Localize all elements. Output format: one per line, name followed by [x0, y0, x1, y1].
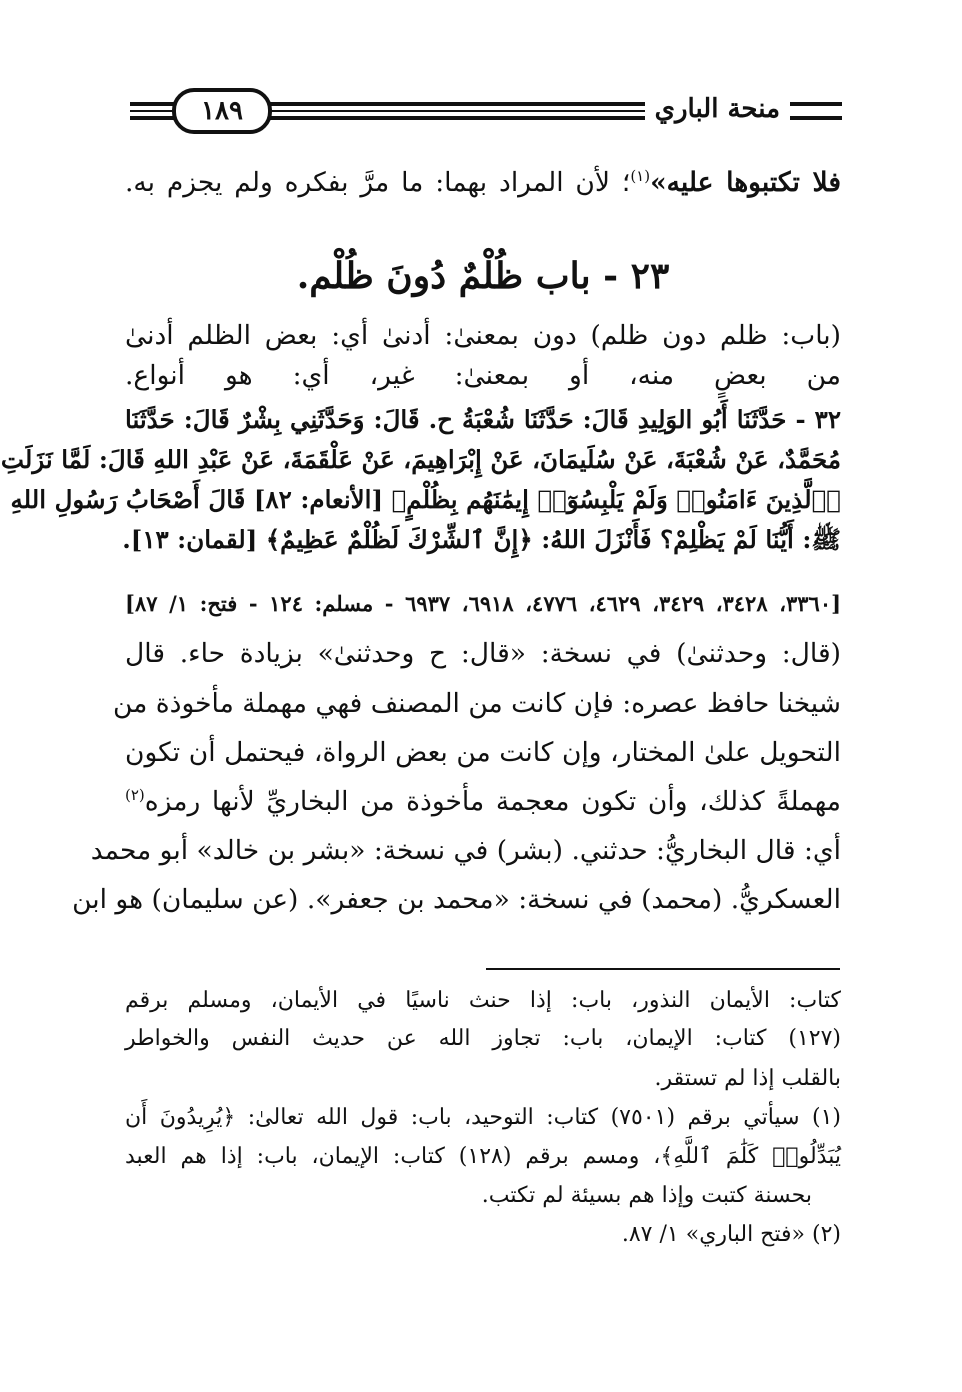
footnote-2: (٢) «فتح الباري» ١/ ٨٧.: [621, 1222, 841, 1247]
footnote-cont-line2: (١٢٧) كتاب: الإيمان، باب: تجاوز الله عن حديث النفس والخواطر: [125, 1026, 841, 1051]
para1-line1: (باب: ظلم دون ظلم) دون بمعنىٰ: أدنىٰ أي: بعض الظلم أدنىٰ: [125, 320, 841, 351]
body-line-1-rest: ؛ لأن المراد بهما: ما مرَّ بفكره ولم يجزم به.: [125, 167, 631, 198]
footnote-1-line2: يُبَدِّلُوا۟ كَلَٰمَ ٱللَّهِ﴾، ومسم برقم (١٢٨) كتاب: الإيمان، باب: إذا هم العبد: [125, 1144, 841, 1169]
para1-line2: من بعضٍ منه، أو بمعنىٰ: غير، أي: هو أنواع.: [125, 360, 841, 391]
header-rule-right-lower: [782, 116, 842, 120]
chapter-heading: ٢٣ - باب ظُلْمٌ دُونَ ظُلْم.: [296, 255, 670, 297]
hadith-cross-references: [٣٣٦٠، ٣٤٢٨، ٣٤٢٩، ٤٦٢٩، ٤٧٧٦، ٦٩١٨، ٦٩٣٧ - مسلم: ١٢٤ - فتح: ١/ ٨٧]: [125, 591, 842, 616]
running-title: منحة الباري: [645, 92, 790, 126]
para2-line6: العسكريُّ. (محمد) في نسخة: «محمد بن جعفر». (عن سليمان) هو ابن: [72, 884, 841, 915]
para2-line4: [125, 782, 841, 822]
para2-line3: التحويل علىٰ المختار، وإن كانت من بعض الرواة، فيحتمل أن تكون: [125, 737, 841, 768]
para2-line2: شيخنا حافظ عصره: فإن كانت من المصنف فهي مهملة مأخوذة من: [112, 688, 841, 719]
para2-line5: أي: قال البخاريُّ: حدثني. (بشر) في نسخة: «بشر بن خالد» أبو محمد: [90, 835, 841, 866]
hadith-line4: ﷺ: أَيُّنَا لَمْ يَظْلِمْ؟ فَأَنْزَلَ اللهُ: ﴿إِنَّ ٱلشِّرْكَ لَظُلْمٌ عَظِيمٌ﴾ [لقمان: ١٣].: [122, 525, 841, 554]
footnote-1-line1: (١) سيأتي برقم (٧٥٠١) كتاب: التوحيد، باب: قول الله تعالىٰ: ﴿يُرِيدُونَ أَن: [125, 1105, 841, 1130]
page-header: [130, 88, 842, 130]
hadith-line3: ﴿ٱلَّذِينَ ءَامَنُوا۟ وَلَمْ يَلْبِسُوٓا۟ إِيمَٰنَهُم بِظُلْمٍ﴾ [الأنعام: ٨٢] قَالَ أَصْحَابُ رَسُولِ اللهِ: [10, 485, 841, 514]
footnote-cont-line3: بالقلب إذا لم تستقر.: [654, 1066, 841, 1091]
hadith-line1: ٣٢ - حَدَّثَنَا أَبُو الوَلِيدِ قَالَ: حَدَّثَنَا شُعْبَةُ ح. قَالَ: وَحَدَّثَنِي بِشْرٌ قَالَ: حَدَّثَنَا: [125, 405, 841, 434]
body-line-1: [125, 163, 841, 203]
footnote-ref-1: (١): [630, 167, 651, 186]
hadith-line2: مُحَمَّدٌ، عَنْ شُعْبَةَ، عَنْ سُلَيمَانَ، عَنْ إِبْرَاهِيمَ، عَنْ عَلْقَمَةَ، عَنْ عَبْدِ اللهِ قَالَ: لَمَّا نَزَلَتِ: [0, 445, 841, 474]
footnote-separator: [486, 968, 840, 970]
footnote-ref-2: (٢): [125, 786, 145, 805]
page-number: ١٨٩: [172, 88, 272, 134]
quote-end: فلا تكتبوها عليه»: [650, 167, 842, 198]
para2-line4-text: مهملةً كذلك، وأن تكون معجمة مأخوذة من البخاريِّ لأنها رمزه: [144, 786, 841, 817]
header-rule-right: [782, 102, 842, 106]
footnote-cont-line1: كتاب: الأيمان النذور، باب: إذا حنث ناسيًا في الأيمان، ومسلم برقم: [125, 988, 841, 1013]
footnote-1-line3: بحسنة كتبت وإذا هم بسيئة لم تكتب.: [481, 1183, 812, 1208]
para2-line1: (قال: وحدثنىٰ) في نسخة: «قال: ح وحدثنىٰ» بزيادة حاء. قال: [125, 638, 841, 669]
